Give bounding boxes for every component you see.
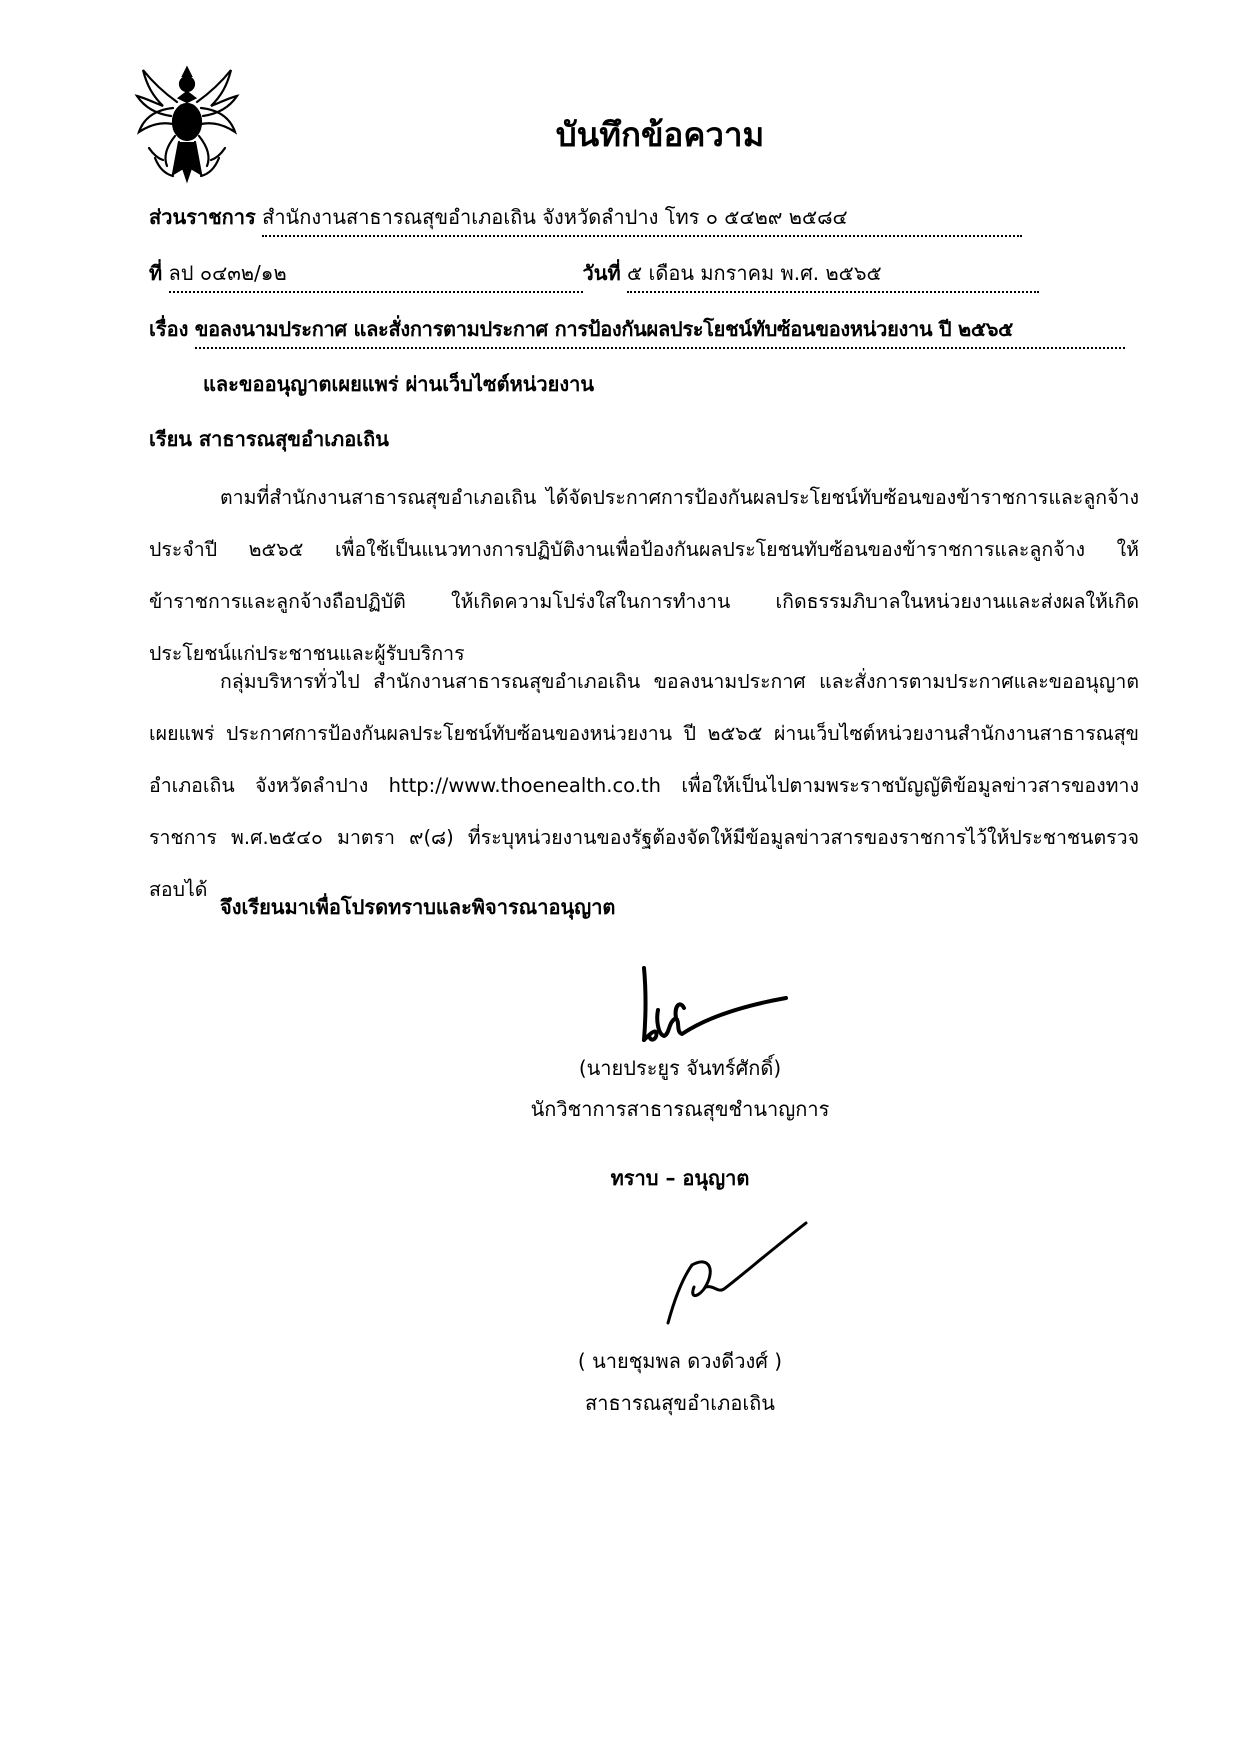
signature-2-image [660, 1215, 810, 1330]
date-label: วันที่ [582, 261, 621, 285]
signatory-2-name: ( นายชุมพล ดวงดีวงศ์ ) [577, 1349, 783, 1373]
agency-row [149, 201, 1022, 237]
subject-label: เรื่อง [149, 317, 189, 341]
document-title: บันทึกข้อความ [555, 115, 765, 154]
signatory-1-name: (นายประยูร จันทร์ศักดิ์) [578, 1056, 782, 1080]
agency-label: ส่วนราชการ [149, 205, 256, 229]
number-label: ที่ [149, 261, 163, 285]
body-paragraph-1: ตามที่สำนักงานสาธารณสุขอำเภอเถิน ได้จัดประกาศการป้องกันผลประโยชน์ทับซ้อนของข้าราชการและลูกจ้างประจำปี ๒๕๖๕ เพื่อใช้เป็นแนวทางการปฏิบัติงานเพื่อป้องกันผลประโยชนทับซ้อนของข้าราชการและลูกจ้าง ให้ข้าราชการและลูกจ้างถือปฏิบัติ ให้เกิดความโปร่งใสในการทำงาน เกิดธรรมภิบาลในหน่วยงานและส่งผลให้เกิดประโยชน์แก่ประชาชนและผู้รับบริการ [149, 486, 1139, 665]
signature-1-image [640, 960, 790, 1050]
subject-line-2: และขออนุญาตเผยแพร่ ผ่านเว็บไซต์หน่วยงาน [203, 372, 595, 396]
body-paragraph-2: กลุ่มบริหารทั่วไป สำนักงานสาธารณสุขอำเภอเถิน ขอลงนามประกาศ และสั่งการตามประกาศและขออนุญาตเผยแพร่ ประกาศการป้องกันผลประโยชน์ทับซ้อนของหน่วยงาน ปี ๒๕๖๕ ผ่านเว็บไซต์หน่วยงานสำนักงานสาธารณสุขอำเภอเถิน จังหวัดลำปาง http://www.thoenealth.co.th เพื่อให้เป็นไปตามพระราชบัญญัติข้อมูลข่าวสารของทางราชการ พ.ศ.๒๕๔๐ มาตรา ๙(๘) ที่ระบุหน่วยงานของรัฐต้องจัดให้มีข้อมูลข่าวสารของราชการไว้ให้ประชาชนตรวจสอบได้ [149, 670, 1139, 901]
salutation: เรียน สาธารณสุขอำเภอเถิน [149, 427, 389, 451]
date-value: ๕ เดือน มกราคม พ.ศ. ๒๕๖๕ [627, 257, 1039, 293]
signatory-1-position: นักวิชาการสาธารณสุขชำนาญการ [530, 1097, 830, 1121]
closing-line: จึงเรียนมาเพื่อโปรดทราบและพิจารณาอนุญาต [220, 895, 616, 919]
number-value: ลป ๐๔๓๒/๑๒ [169, 257, 583, 293]
subject-value: ขอลงนามประกาศ และสั่งการตามประกาศ การป้องกันผลประโยชน์ทับซ้อนของหน่วยงาน ปี ๒๕๖๕ [195, 313, 1125, 349]
approval-text: ทราบ – อนุญาต [610, 1166, 750, 1190]
signatory-2-position: สาธารณสุขอำเภอเถิน [585, 1391, 775, 1415]
subject-row [149, 313, 1125, 349]
number-date-row [149, 257, 1039, 293]
agency-value: สำนักงานสาธารณสุขอำเภอเถิน จังหวัดลำปาง โทร ๐ ๕๔๒๙ ๒๕๘๔ [262, 201, 1022, 237]
